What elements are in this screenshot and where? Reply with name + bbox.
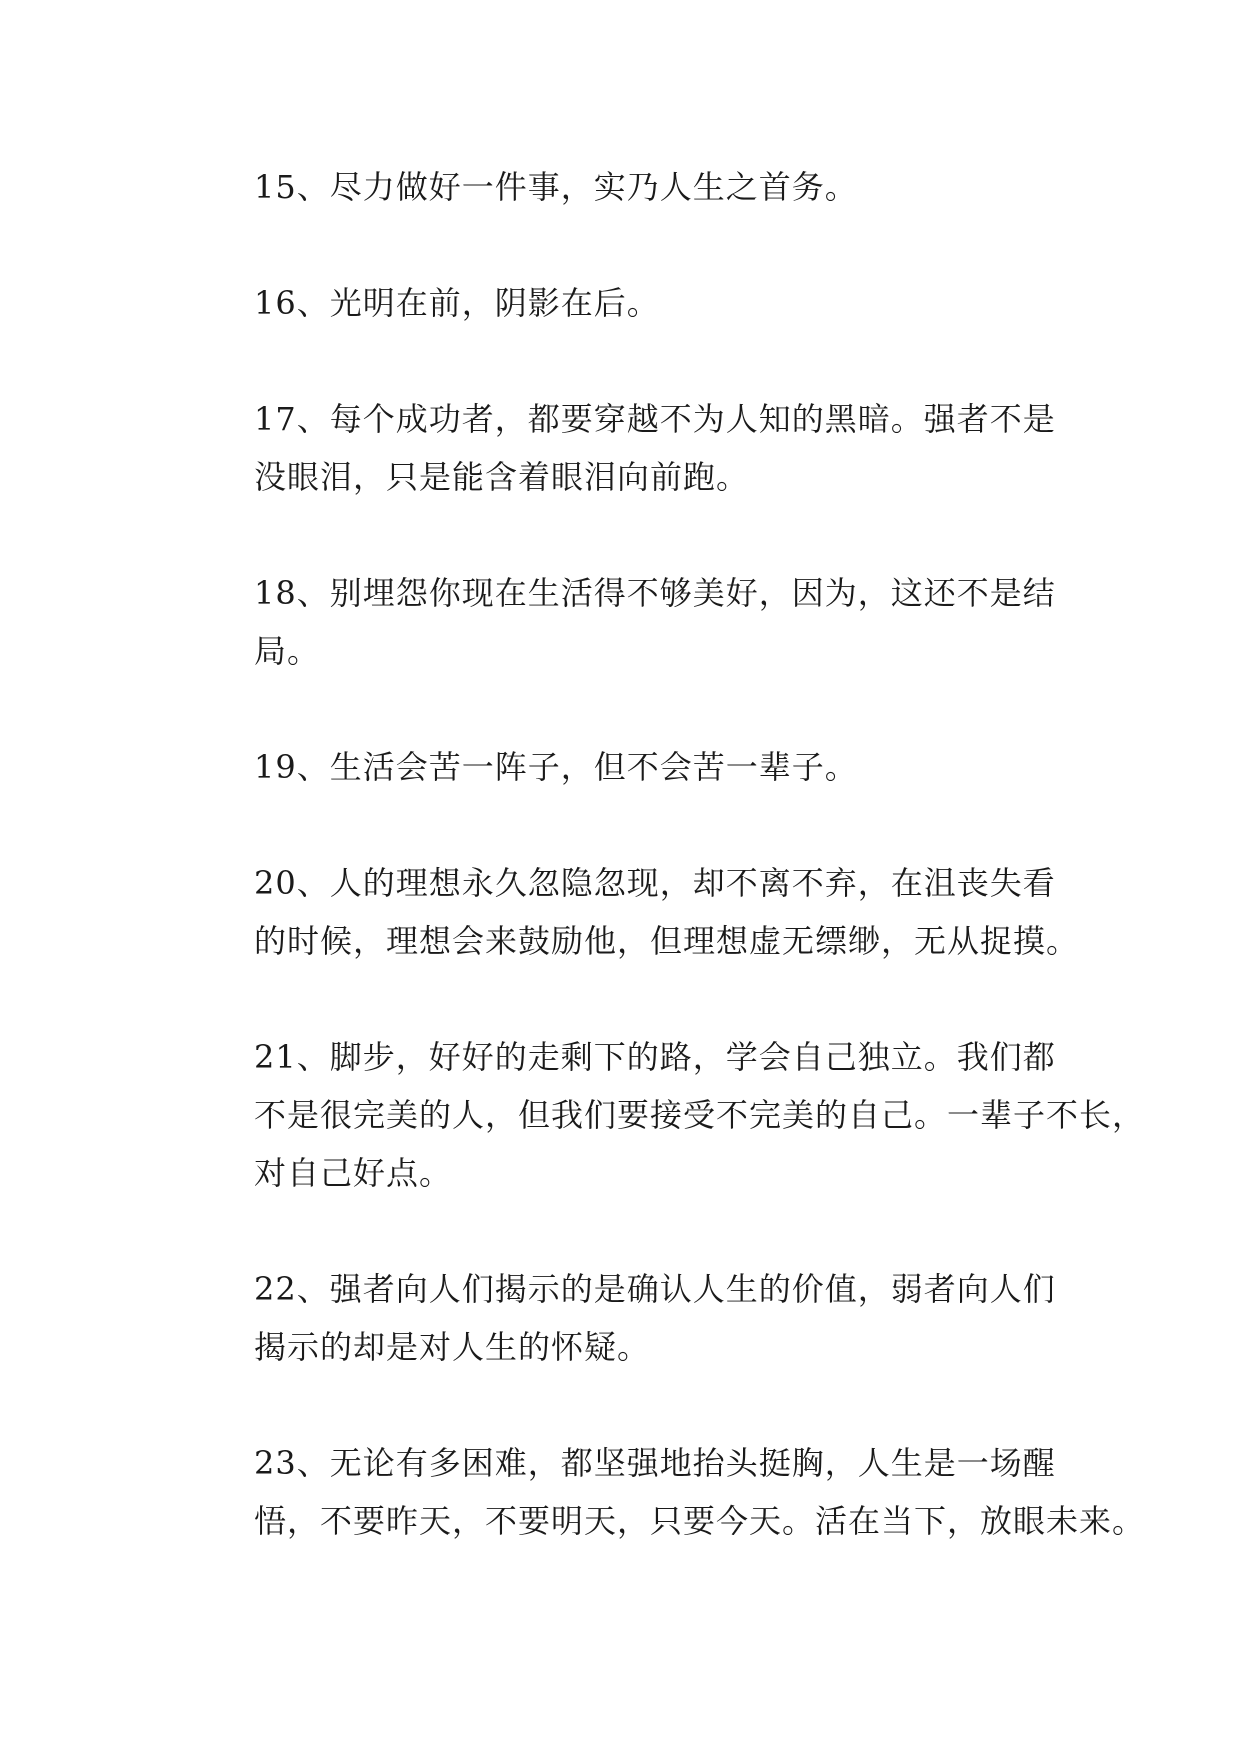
paragraph-line: 揭示的却是对人生的怀疑。 xyxy=(254,1328,651,1366)
paragraph-line: 18、别埋怨你现在生活得不够美好，因为，这还不是结 xyxy=(254,574,1056,612)
paragraph-line: 22、强者向人们揭示的是确认人生的价值，弱者向人们 xyxy=(254,1270,1056,1308)
paragraph-18 xyxy=(188,564,1056,680)
paragraph-22 xyxy=(188,1260,1056,1376)
paragraph-line: 对自己好点。 xyxy=(254,1154,453,1192)
paragraph-line: 悟，不要昨天，不要明天，只要今天。活在当下，放眼未来。 xyxy=(254,1502,1146,1540)
paragraph-20 xyxy=(188,854,1080,970)
paragraph-23 xyxy=(188,1434,1146,1550)
paragraph-21 xyxy=(188,1028,1146,1202)
paragraph-line: 17、每个成功者，都要穿越不为人知的黑暗。强者不是 xyxy=(254,400,1056,438)
paragraph-line: 20、人的理想永久忽隐忽现，却不离不弃，在沮丧失看 xyxy=(254,864,1056,902)
paragraph-line: 不是很完美的人，但我们要接受不完美的自己。一辈子不长， xyxy=(254,1096,1146,1134)
paragraph-15 xyxy=(188,158,1048,216)
paragraph-line: 15、尽力做好一件事，实乃人生之首务。 xyxy=(254,168,858,206)
paragraph-line: 局。 xyxy=(254,632,321,670)
paragraph-line: 没眼泪，只是能含着眼泪向前跑。 xyxy=(254,458,750,496)
paragraph-line: 21、脚步，好好的走剩下的路，学会自己独立。我们都 xyxy=(254,1038,1056,1076)
paragraph-17 xyxy=(188,390,1056,506)
paragraph-16 xyxy=(188,274,1048,332)
paragraph-line: 的时候，理想会来鼓励他，但理想虚无缥缈，无从捉摸。 xyxy=(254,922,1080,960)
document-body xyxy=(188,158,1146,1608)
paragraph-19 xyxy=(188,738,1048,796)
paragraph-line: 19、生活会苦一阵子，但不会苦一辈子。 xyxy=(254,748,858,786)
paragraph-line: 23、无论有多困难，都坚强地抬头挺胸，人生是一场醒 xyxy=(254,1444,1056,1482)
paragraph-line: 16、光明在前，阴影在后。 xyxy=(254,284,660,322)
